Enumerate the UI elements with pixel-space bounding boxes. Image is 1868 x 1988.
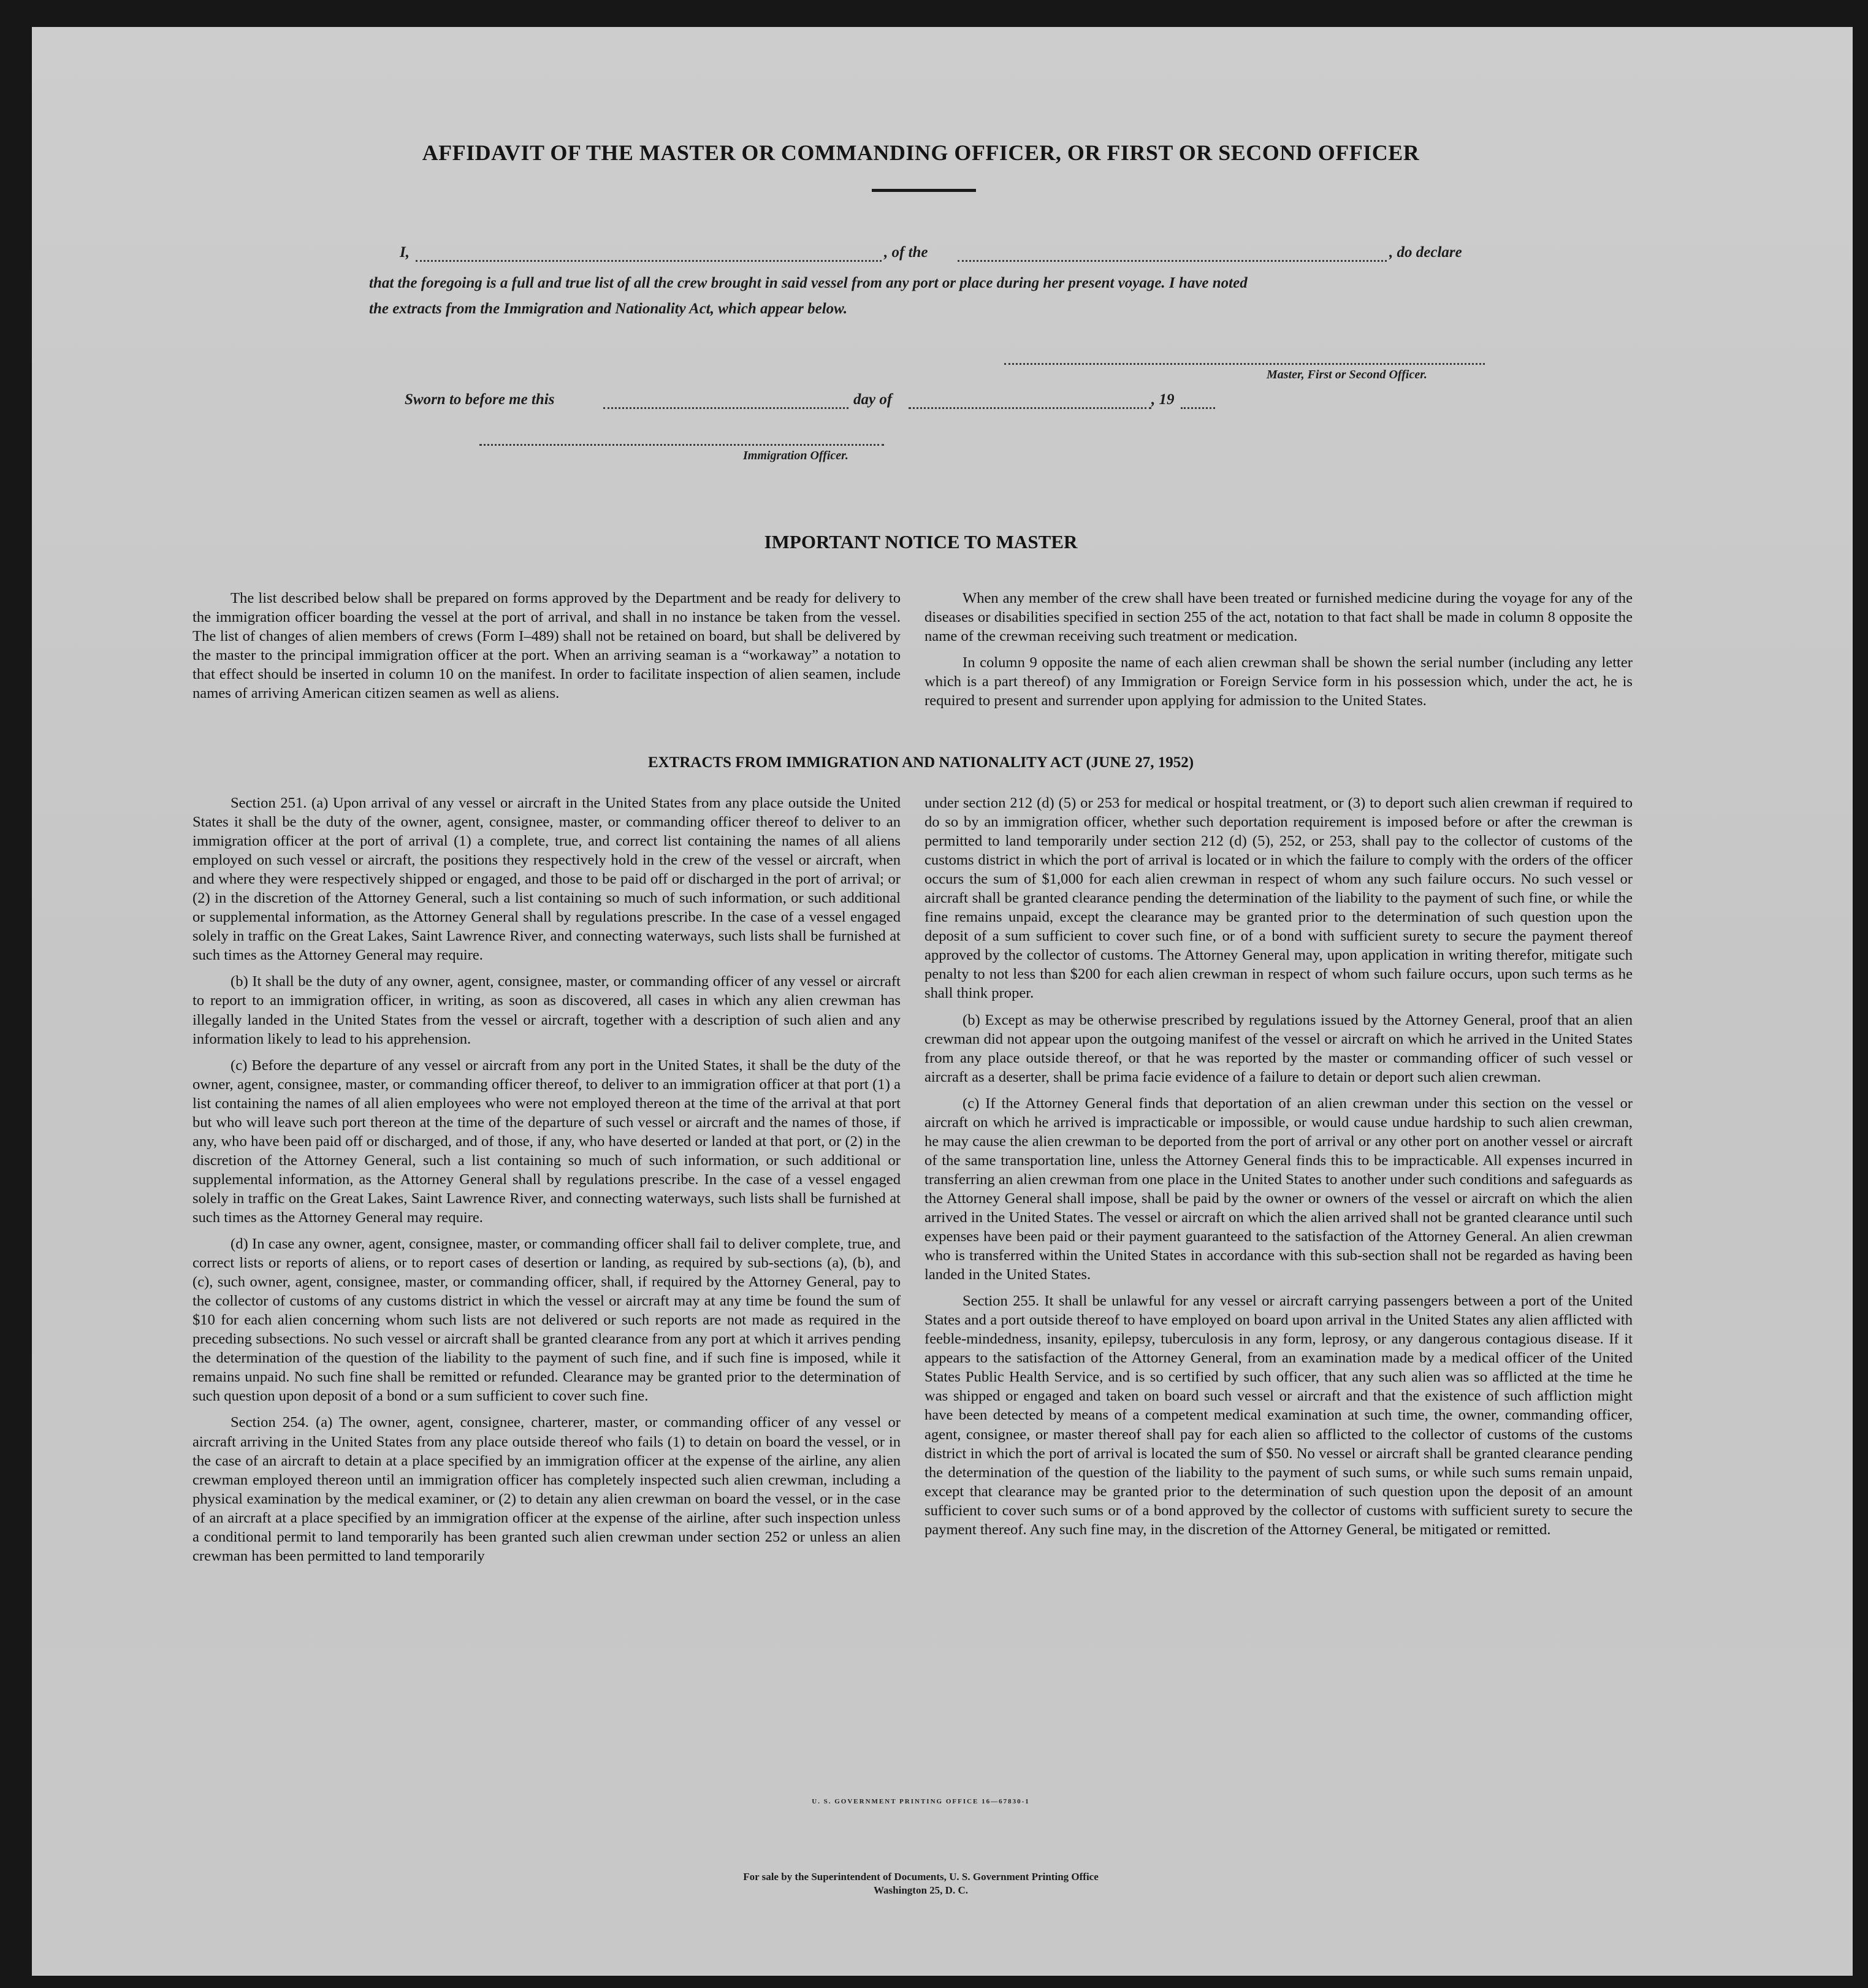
section-251-d: (d) In case any owner, agent, consignee, master, or commanding officer shall fail to deliver complete, true, and correct lists or reports of aliens, or to report cases of desertion or landing, as required by sub-sections (a), (b), and (c), such owner, agent, consignee, master, or commanding officer, shall, if required by the Attorney General, pay to the collector of customs of any customs district in which the vessel or aircraft may at any time be found the sum of $10 for each alien concerning whom such lists are not delivered or such reports are not made as required in the preceding subsections. No such vessel or aircraft shall be granted clearance from any port at which it arrives pending the determination of the question of the liability to the payment of such fine, and if such fine is imposed, while it remains unpaid. No such fine shall be remitted or refunded. Clearance may be granted prior to the determination of such question upon deposit of a bond or a sum sufficient to cover such fine. xyxy=(193,1236,901,1405)
section-251-c: (c) Before the departure of any vessel or aircraft from any port in the United States, it shall be the duty of the owner, agent, consignee, master, or commanding officer thereof, to deliver to an immigration officer at that port (1) a list containing the names of all alien employees who were not employed thereon at the time of the arrival at that port but who will leave such port thereon at the time of the departure of such vessel or aircraft and the names of those, if any, who have been paid off or discharged, and of those, if any, who have deserted or landed at that port, or (2) in the discretion of the Attorney General, such a list containing so much of such information, or such additional or supplemental information, as the Attorney General shall by regulations prescribe. In the case of a vessel engaged solely in traffic on the Great Lakes, Saint Lawrence River, and connecting waterways, such lists shall be furnished at such times as the Attorney General may require. xyxy=(193,1057,901,1226)
extracts-left-column xyxy=(193,793,901,1573)
vessel-blank-line[interactable] xyxy=(958,260,1387,262)
footer-line-2: Washington 25, D. C. xyxy=(874,1884,968,1896)
master-signature-label: Master, First or Second Officer. xyxy=(1267,368,1427,381)
of-the-label: , of the xyxy=(884,244,928,261)
immigration-officer-label: Immigration Officer. xyxy=(743,449,848,462)
extracts-right-column xyxy=(924,793,1633,1546)
notice-right-column xyxy=(924,589,1633,717)
notice-left-paragraph: The list described below shall be prepared on forms approved by the Department and be ready for delivery to the immigration officer boarding the vessel at the port of arrival, and shall in no instance be taken from the vessel. The list of changes of alien members of crews (Form I–489) shall not be retained on board, but shall be delivered by the master to the principal immigration officer at the port. When an arriving seaman is a “workaway” a notation to that effect should be inserted in column 10 on the manifest. In order to facilitate inspection of alien seamen, include names of arriving American citizen seamen as well as aliens. xyxy=(193,590,901,702)
year-prefix: , 19 xyxy=(1151,391,1175,408)
gpo-imprint: U. S. GOVERNMENT PRINTING OFFICE 16—67830-1 xyxy=(812,1798,1030,1805)
section-255: Section 255. It shall be unlawful for any vessel or aircraft carrying passengers between a port of the United States and a port outside thereof to have employed on board upon arrival in the United States any alien afflicted with feeble-mindedness, insanity, epilepsy, tuberculosis in any form, leprosy, or any dangerous contagious disease. If it appears to the satisfaction of the Attorney General, from an examination made by a medical officer of the United States Public Health Service, and is so certified by such officer, that any such alien was so afflicted at the time he was shipped or engaged and taken on board such vessel or aircraft and that the existence of such affliction might have been detected by means of a competent medical examination at such time, the owner, commanding officer, agent, consignee, or master thereof shall pay for each alien so afflicted to the collector of customs of the customs district in which the port of arrival is located the sum of $50. No vessel or aircraft shall be granted clearance pending the determination of the question of the liability to the payment of such sums, or while such sums remain unpaid, except that clearance may be granted prior to the determination of such question upon the deposit of an amount sufficient to cover such sums or of a bond approved by the collector of customs with sufficient surety to secure the payment thereof. Any such fine may, in the discretion of the Attorney General, be mitigated or remitted. xyxy=(924,1293,1633,1538)
sworn-month-blank-line[interactable] xyxy=(909,407,1151,409)
section-251-b: (b) It shall be the duty of any owner, agent, consignee, master, or commanding officer of any vessel or aircraft to report to an immigration officer, in writing, as soon as discovered, all cases in which any alien crewman has illegally landed in the United States from the vessel or aircraft, together with a description of such alien and any information likely to lead to his apprehension. xyxy=(193,973,901,1047)
extracts-title: EXTRACTS FROM IMMIGRATION AND NATIONALITY ACT (JUNE 27, 1952) xyxy=(647,754,1194,771)
sale-footer xyxy=(584,1870,1258,1897)
affidavit-line-2: that the foregoing is a full and true list of all the crew brought in said vessel from any port or place during her present voyage. I have noted xyxy=(369,275,1248,291)
section-251-a: Section 251. (a) Upon arrival of any vessel or aircraft in the United States from any place outside the United States it shall be the duty of the owner, agent, consignee, master, or commanding officer thereof to deliver to an immigration officer at the port of arrival (1) a complete, true, and correct list containing the names of all aliens employed on such vessel or aircraft, the positions they respectively hold in the crew of the vessel or aircraft, when and where they were respectively shipped or engaged, and those to be paid off or discharged in the port of arrival; or (2) in the discretion of the Attorney General, such a list containing so much of such information, or such additional or supplemental information, as the Attorney General shall by regulations prescribe. In the case of a vessel engaged solely in traffic on the Great Lakes, Saint Lawrence River, and connecting waterways, such lists shall be furnished at such times as the Attorney General may require. xyxy=(193,795,901,964)
affidavit-title: AFFIDAVIT OF THE MASTER OR COMMANDING OFFICER, OR FIRST OR SECOND OFFICER xyxy=(422,140,1420,165)
year-blank-line[interactable] xyxy=(1181,407,1215,409)
section-254-c: (c) If the Attorney General finds that deportation of an alien crewman under this section on the vessel or aircraft on which he arrived is impracticable or impossible, or would cause undue hardship to such alien crewman, he may cause the alien crewman to be deported from the port of arrival or any other port on another vessel or aircraft of the same transportation line, unless the Attorney General finds this to be impracticable. All expenses incurred in transferring an alien crewman from one place in the United States to another under such conditions and safeguards as the Attorney General shall impose, shall be paid by the owner or owners of the vessel or aircraft on which the alien arrived in the United States. The vessel or aircraft on which the alien arrived shall not be granted clearance until such expenses have been paid or their payment guaranteed to the satisfaction of the Attorney General. An alien crewman who is transferred within the United States in accordance with this sub-section shall not be regarded as having been landed in the United States. xyxy=(924,1095,1633,1283)
notice-left-column xyxy=(193,589,901,710)
notice-right-paragraph: When any member of the crew shall have been treated or furnished medicine during the voyage for any of the diseases or disabilities specified in section 255 of the act, notation to that fact shall be made in column 8 opposite the name of the crewman receiving such treatment or medication. xyxy=(924,590,1633,645)
sworn-label: Sworn to before me this xyxy=(405,391,555,408)
section-254-b: (b) Except as may be otherwise prescribed by regulations issued by the Attorney General, proof that an alien crewman did not appear upon the outgoing manifest of the vessel or aircraft on which he arrived in the United States from any place outside thereof, or that he was reported by the master or commanding officer of such vessel or aircraft as a deserter, shall be prima facie evidence of a failure to detain or deport such alien crewman. xyxy=(924,1011,1633,1085)
i-label: I, xyxy=(400,244,410,261)
footer-line-1: For sale by the Superintendent of Documents, U. S. Government Printing Office xyxy=(743,1871,1099,1883)
notice-title: IMPORTANT NOTICE TO MASTER xyxy=(764,531,1078,552)
master-signature-line[interactable] xyxy=(1004,363,1485,365)
day-of-label: day of xyxy=(853,391,893,408)
document-page xyxy=(32,27,1853,1976)
affidavit-line-3: the extracts from the Immigration and Nationality Act, which appear below. xyxy=(369,300,848,317)
name-blank-line[interactable] xyxy=(416,260,882,262)
notice-right-paragraph: In column 9 opposite the name of each alien crewman shall be shown the serial number (including any letter which is a part thereof) of any Immigration or Foreign Service form in his possession which, under the act, he is required to present and surrender upon applying for admission to the United States. xyxy=(924,654,1633,709)
sworn-day-blank-line[interactable] xyxy=(603,407,848,409)
title-underline xyxy=(872,189,976,192)
section-254-a-continued: under section 212 (d) (5) or 253 for medical or hospital treatment, or (3) to deport such alien crewman if required to do so by an immigration officer, whether such deportation requirement is imposed before or after the crewman is permitted to land temporarily under section 212 (d) (5), 252, or 253, shall pay to the collector of customs of the customs district in which the port of arrival is located or in which the failure to comply with the orders of the officer occurs the sum of $1,000 for each alien crewman in respect of whom any such failure occurs. No such vessel or aircraft shall be granted clearance pending the determination of the liability to the payment of such fine, or while the fine remains unpaid, except the clearance may be granted prior to the determination of such question upon the deposit of a sum sufficient to cover such fine, or of a bond with sufficient surety to secure the payment thereof approved by the collector of customs. The Attorney General may, upon application in writing therefor, mitigate such penalty to not less than $200 for each alien crewman in respect of whom such failure occurs, upon such terms as he shall think proper. xyxy=(924,795,1633,1002)
immigration-officer-signature-line[interactable] xyxy=(479,444,884,446)
declare-label: , do declare xyxy=(1389,244,1462,261)
section-254-a: Section 254. (a) The owner, agent, consignee, charterer, master, or commanding officer of any vessel or aircraft arriving in the United States from any place outside thereof who fails (1) to detain on board the vessel, or in the case of an aircraft to detain at a place specified by an immigration officer at the expense of the airline, any alien crewman employed thereon until an immigration officer has completely inspected such alien crewman, including a physical examination by the medical examiner, or (2) to detain any alien crewman on board the vessel, or in the case of an aircraft at a place specified by an immigration officer at the expense of the airline, after such inspection unless a conditional permit to land temporarily has been granted such alien crewman under section 252 or unless an alien crewman has been permitted to land temporarily xyxy=(193,1414,901,1564)
